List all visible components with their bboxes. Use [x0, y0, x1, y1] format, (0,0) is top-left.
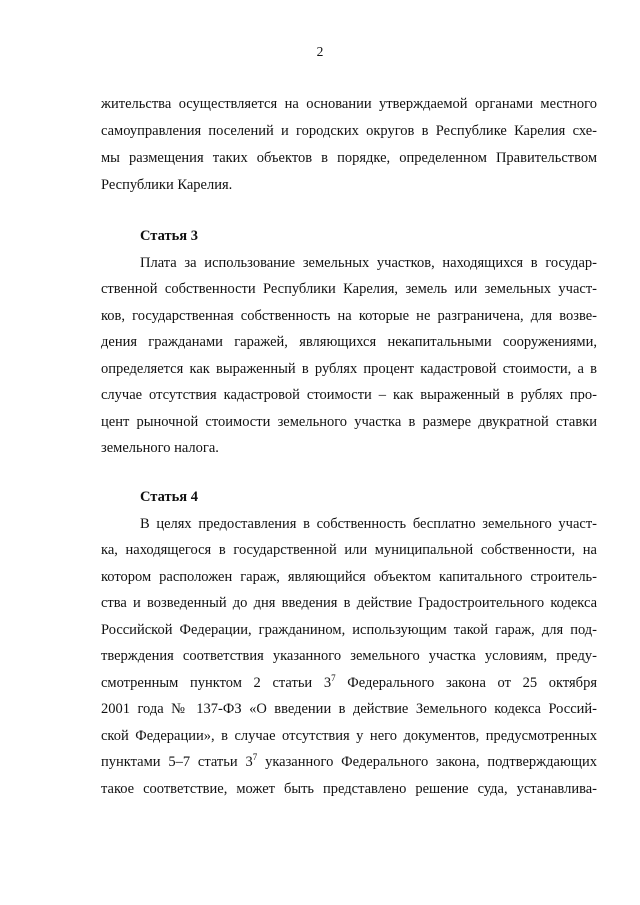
- text-line: дения гражданами гаражей, являющихся некапитальными сооружениями,: [101, 334, 597, 350]
- text-line: мы размещения таких объектов в порядке, определенном Правительством: [101, 150, 597, 166]
- text-line: ственной собственности Республики Карелия, земель или земельных участ-: [101, 281, 597, 297]
- text-line: ков, государственная собственность на которые не разграничена, для возве-: [101, 308, 597, 324]
- text-fragment: смотренным пунктом 2 статьи 3: [101, 675, 332, 691]
- text-fragment: пунктами 5–7 статьи 3: [101, 754, 253, 770]
- text-fragment: Федерального закона от 25 октября: [335, 675, 597, 691]
- page-number: 2: [316, 44, 324, 59]
- text-line: такое соответствие, может быть представлено решение суда, устанавлива-: [101, 781, 597, 797]
- text-line: цент рыночной стоимости земельного участка в размере двукратной ставки: [101, 414, 597, 430]
- text-line: Плата за использование земельных участков, находящихся в государ-: [140, 255, 597, 271]
- text-line: ка, находящегося в государственной или муниципальной собственности, на: [101, 542, 597, 558]
- text-line: Российской Федерации, гражданином, использующим такой гараж, для под-: [101, 622, 597, 638]
- text-line: [101, 753, 597, 771]
- superscript: 7: [252, 752, 258, 763]
- text-line: земельного налога.: [101, 440, 219, 456]
- text-line: В целях предоставления в собственность бесплатно земельного участ-: [140, 516, 597, 532]
- text-line: случае отсутствия кадастровой стоимости – как выраженный в рублях про-: [101, 387, 597, 403]
- article-3-heading: Статья 3: [140, 228, 198, 244]
- text-line: жительства осуществляется на основании утверждаемой органами местного: [101, 96, 597, 112]
- text-line: Республики Карелия.: [101, 177, 233, 193]
- text-line: ской Федерации», в случае отсутствия у него документов, предусмотренных: [101, 728, 597, 744]
- text-line: определяется как выраженный в рублях процент кадастровой стоимости, а в: [101, 361, 597, 377]
- superscript: 7: [331, 673, 336, 684]
- text-line: 2001 года № 137-ФЗ «О введении в действие Земельного кодекса Россий-: [101, 701, 597, 717]
- text-line: тверждения соответствия указанного земельного участка условиям, преду-: [101, 648, 597, 664]
- text-fragment: указанного Федерального закона, подтверждающих: [257, 754, 598, 770]
- text-line: котором расположен гараж, являющийся объектом капитального строитель-: [101, 569, 597, 585]
- text-line: [101, 674, 597, 692]
- text-line: ства и возведенный до дня введения в действие Градостроительного кодекса: [101, 595, 597, 611]
- article-4-heading: Статья 4: [140, 489, 198, 505]
- text-line: самоуправления поселений и городских округов в Республике Карелия схе-: [101, 123, 597, 139]
